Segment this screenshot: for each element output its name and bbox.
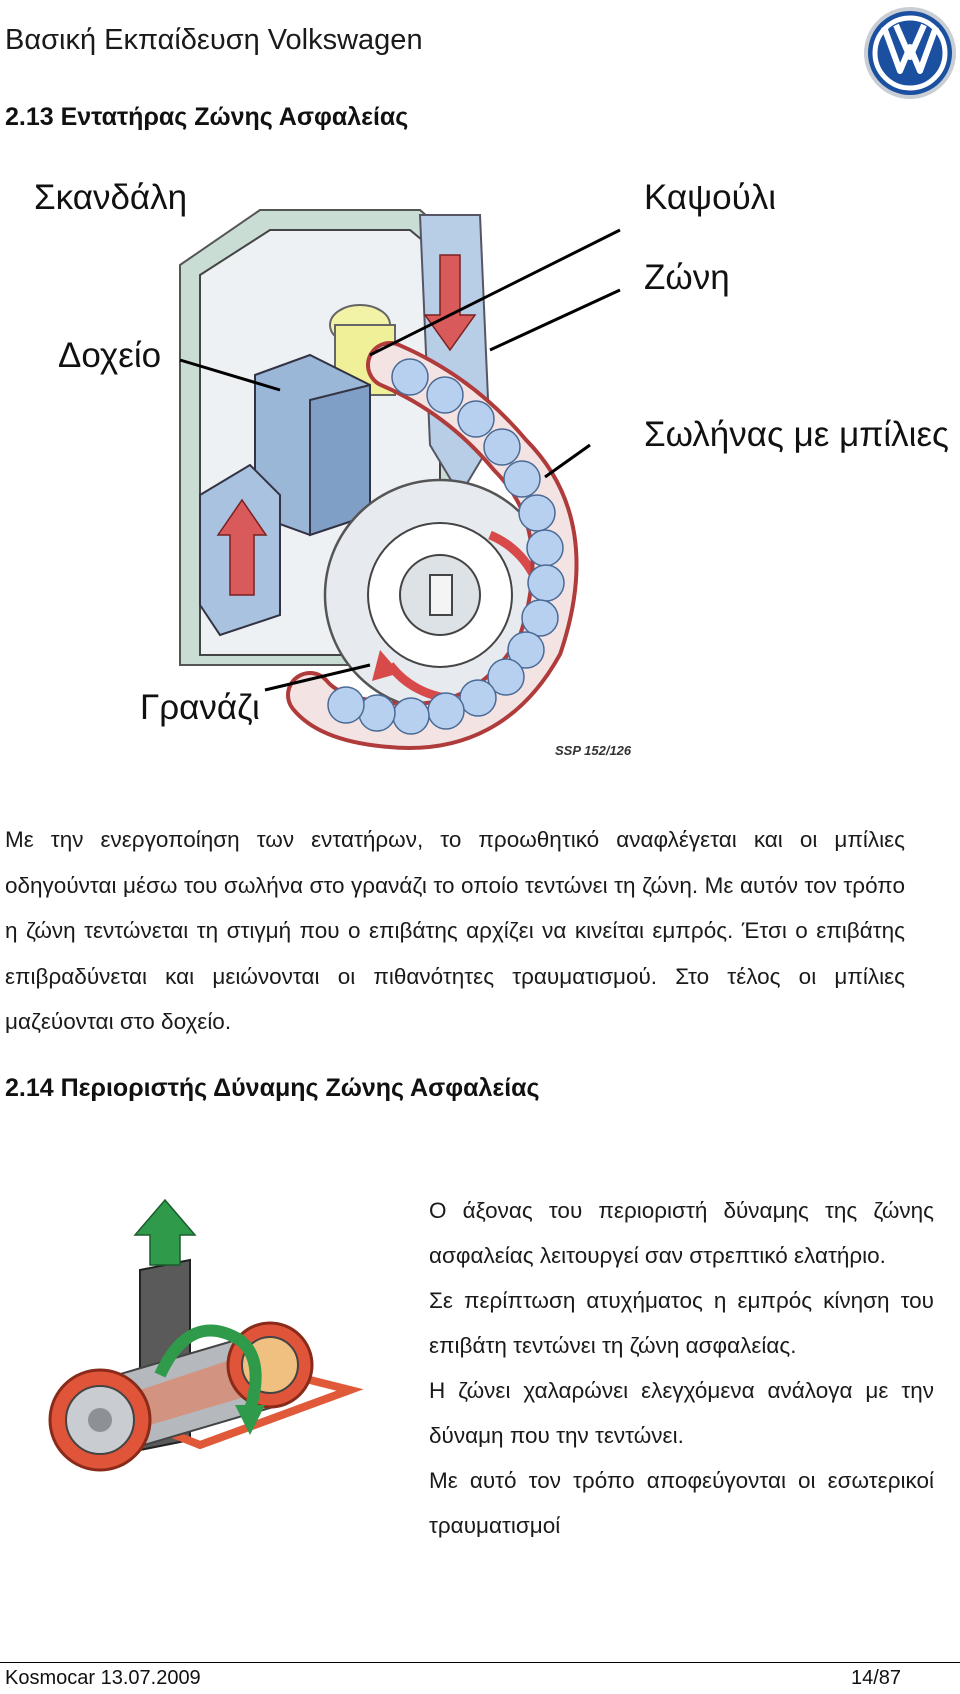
tensioner-description: Με την ενεργοποίηση των εντατήρων, το προωθητικό αναφλέγεται και οι μπίλιες οδηγούνται μέσω του σωλήνα στο γρανάζι το οποίο τεντώνει τη ζώνη. Με αυτόν τον τρόπο η ζώνη τεντώνεται τη στιγμή που ο επιβάτης αρχίζει να κινείται εμπρός. Έτσι ο επιβάτης επιβραδύνεται και μειώνονται οι πιθανότητες τραυματισμού. Στο τέλος οι μπίλιες μαζεύονται στο δοχείο. (5, 827, 905, 1034)
callout-container: Δοχείο (58, 336, 162, 375)
limiter-line-2: Σε περίπτωση ατυχήματος η εμπρός κίνηση του επιβάτη τεντώνει τη ζώνη ασφαλείας. (429, 1288, 934, 1358)
footer-divider (0, 1662, 960, 1663)
callout-belt: Ζώνη (644, 258, 730, 297)
section1-paragraph (5, 817, 905, 1045)
limiter-line-4: Με αυτό τον τρόπο αποφεύγονται οι εσωτερικοί τραυματισμοί (429, 1468, 934, 1538)
footer-company-date: Kosmocar 13.07.2009 (5, 1667, 201, 1689)
callout-trigger: Σκανδάλη (34, 178, 188, 217)
figure-reference-label: SSP 152/126 (555, 743, 632, 758)
document-header-title: Βασική Εκπαίδευση Volkswagen (5, 24, 423, 56)
callout-gear: Γρανάζι (140, 688, 260, 727)
belt-tensioner-illustration (160, 195, 680, 795)
limiter-line-3: Η ζώνει χαλαρώνει ελεγχόμενα ανάλογα με την δύναμη που την τεντώνει. (429, 1378, 934, 1448)
callout-capsule: Καψούλι (644, 178, 776, 217)
page-number: 14/87 (851, 1667, 902, 1689)
force-limiter-illustration (40, 1190, 370, 1490)
section-title-belt-tensioner: 2.13 Εντατήρας Ζώνης Ασφαλείας (5, 103, 409, 131)
callout-tube: Σωλήνας με μπίλιες (644, 415, 949, 454)
vw-logo (862, 5, 958, 101)
section2-paragraph (429, 1188, 934, 1548)
section-title-force-limiter: 2.14 Περιοριστής Δύναμης Ζώνης Ασφαλείας (5, 1074, 540, 1102)
limiter-line-1: Ο άξονας του περιοριστή δύναμης της ζώνης ασφαλείας λειτουργεί σαν στρεπτικό ελατήριο. (429, 1198, 934, 1268)
